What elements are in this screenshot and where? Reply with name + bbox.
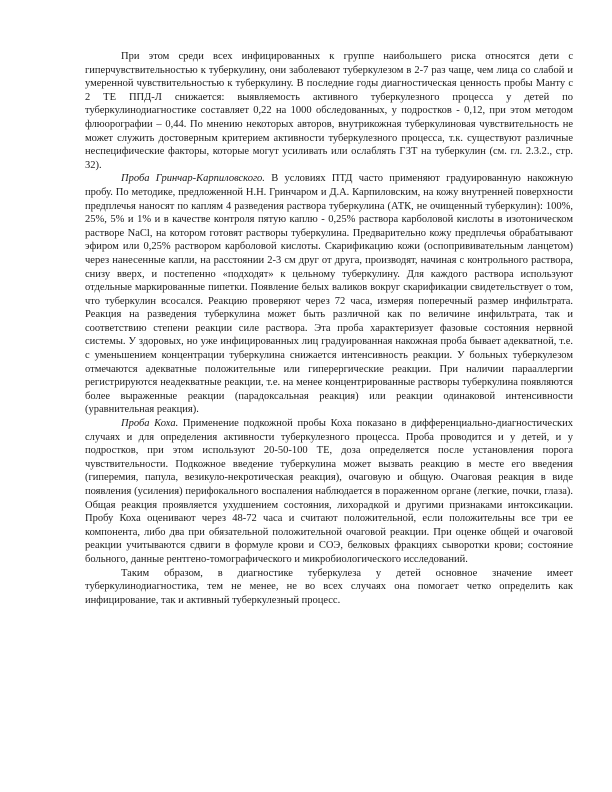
paragraph-koch-test — [85, 417, 573, 567]
paragraph-lead-heading: Проба Коха. — [121, 418, 179, 430]
paragraph-conclusion — [85, 567, 573, 608]
paragraph-text: Применение подкожной пробы Коха показано в дифференциально-диагностических случаях и для определения активности туберкулезного процесса. Проба проводится и у детей, и у подростков, при этом используют 20-50-100 ТЕ, доза определяется после установления порога чувствительности. Подкожное введение туберкулина может вызвать реакцию в месте его введения (гиперемия, папула, везикуло-некротическая реакция), очаговую и общую. Очаговая реакция в виде появления (усиления) перифокального воспаления наблюдается в пораженном органе (легкие, почки, глаза). Общая реакция проявляется ухудшением состояния, лихорадкой и другими признаками интоксикации. Пробу Коха оценивают через 48-72 часа и считают положительной, если положительны все три ее компонента, либо два при обязательной положительной очаговой реакции. При оценке общей и очаговой реакции учитываются сдвиги в формуле крови и СОЭ, белковых фракциях сыворотки крови; состояние больного, данные рентгено-томографического и микробиологического исследований. — [85, 418, 573, 565]
paragraph-lead-heading: Проба Гринчар-Карпиловского. — [121, 173, 265, 185]
document-page — [85, 50, 573, 607]
paragraph-grinchar-karpilovsky-test — [85, 172, 573, 417]
paragraph-mantoux-sensitivity — [85, 50, 573, 172]
paragraph-text: В условиях ПТД часто применяют градуированную накожную пробу. По методике, предложенной Н.Н. Гринчаром и Д.А. Карпиловским, на кожу внутренней поверхности предплечья наносят по каплям 4 разведения раствора туберкулина (АТК, не очищенный туберкулин): 100%, 25%, 5% и 1% и в качестве контроля пятую каплю - 0,25% раствора карболовой кислоты в изотоническом растворе NaCl, на котором готовят растворы туберкулина. Предварительно кожу предплечья обрабатывают эфиром или 0,25% раствором карболовой кислоты. Скарификацию кожи (оспопрививательным ланцетом) через нанесенные капли, на расстоянии 2-3 см друг от друга, производят, начиная с контрольного раствора, снизу вверх, и постепенно «подходят» к цельному туберкулину. Для каждого раствора используют отдельные маркированные пипетки. Появление белых валиков вокруг скарификации свидетельствует о том, что туберкулин всосался. Реакцию проверяют через 72 часа, измеряя поперечный размер инфильтрата. Реакция на разведения туберкулина может быть различной как по величине инфильтрата, так и соответствию степени реакции силе раствора. Эта проба характеризует фазовые состояния нервной системы. У здоровых, но уже инфицированных лиц градуированная накожная проба бывает адекватной, т.е. с уменьшением концентрации туберкулина снижается интенсивность реакции. У больных туберкулезом отмечаются адекватные положительные или гиперергические реакции. При наличии парааллергии регистрируются неадекватные реакции, т.е. на менее концентрированные растворы туберкулина появляются более выраженные реакции (парадоксальная реакция) или реакции одинаковой интенсивности (уравнительная реакция). — [85, 173, 573, 416]
paragraph-text: При этом среди всех инфицированных к группе наибольшего риска относятся дети с гиперчувствительностью к туберкулину, они заболевают туберкулезом в 2-7 раз чаще, чем лица со слабой и умеренной чувствительностью к туберкулину. В последние годы диагностическая ценность пробы Манту с 2 ТЕ ППД-Л снижается: выявляемость активного туберкулезного процесса у детей по туберкулинодиагностике составляет 0,22 на 1000 обследованных, у подростков - 0,12, при этом методом флюорографии – 0,44. По мнению некоторых авторов, внутрикожная туберкулиновая чувствительность не может служить достоверным критерием активности туберкулезного процесса, т.к. существуют различные неспецифические факторы, которые могут усиливать или ослаблять ГЗТ на туберкулин (см. гл. 2.3.2., стр. 32). — [85, 51, 573, 171]
paragraph-text: Таким образом, в диагностике туберкулеза у детей основное значение имеет туберкулинодиагностика, тем не менее, не во всех случаях она помогает четко определить как инфицирование, так и активный туберкулезный процесс. — [85, 567, 573, 606]
